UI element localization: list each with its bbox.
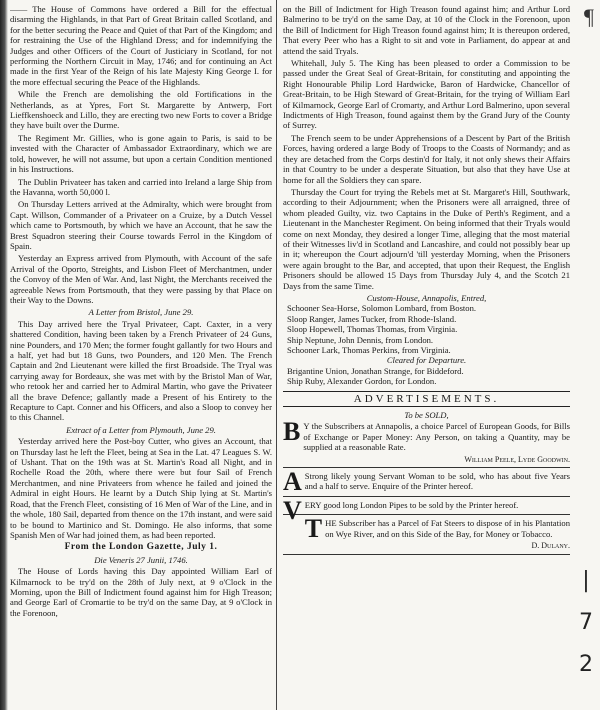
news-paragraph: This Day arrived here the Tryal Privateer, Capt. Caxter, in a very shattered Condition, having been taken by a French Privateer of 24 Guns, nine Pounders, and 170 Men; the former fought gallantly for two Hours and a half, yet had but 18 Guns, two Pounders, and 120 Men. The French Captain and 2nd Lieutenant were killed the first Broadside. The Tryal was carrying away for Bordeaux, she was met with by the Bristol Man of War, who retook her and carried her to Admiral Martin, who gave the Privateer all the brave Defence; gallantly made a Present of his Entirety to the Recapture to Capt. Conner and his Officers, and also a Sloop to convey her to this Channel. (10, 318, 272, 423)
corner-mark: ¶ (584, 4, 594, 29)
margin-note: | (582, 568, 590, 593)
news-paragraph: on the Bill of Indictment for High Treason found against him; and Arthur Lord Balmerino to be try'd on the same Day, at 10 of the Clock in the Forenoon, upon the Bill of Indictment for High Treason found against him; It is thereupon ordered, That every Peer who has a Right to sit and vote in Parliament, do appear at and attend the said Tryals. (283, 4, 570, 56)
drop-cap: T (304, 514, 323, 544)
ad-signature: William Peele, Lyde Goodwin. (464, 454, 570, 464)
ad-text: HE Subscriber has a Parcel of Fat Steers to dispose of in his Plantation on Wye River, and on this Side of the Bay, for Money or Tobacco. (325, 518, 570, 539)
news-paragraph: —— The House of Commons have ordered a Bill for the effectual disarming the Highlands, in that Part of Great Britain called Scotland, and for the better securing the Peace and Quiet of that Part of the Kingdom; and for restraining the Use of the Highland Dress; and for indemnifying the Judges and other Officers of the Court of Justiciary in Scotland, for not performing the Northern Circuit in May, 1746; and for continuing an Act made in the first Year of the Reign of his late Majesty King George I. for the more effectual securing the Peace of the Highlands. (10, 4, 272, 87)
news-paragraph: Yesterday arrived here the Post-boy Cutter, who gives an Account, that on Thursday last he left the Fleet, being at Sea in the Lat. 47 Leagues S. W. of Ushant. That on the 19th was at St. Martin's Road all Night, and in Rochelle Road the 20th, where there were but four Sail of French Merchantmen, and nine Privateers from whence he failed and joined the Admiral in eight Hours. He learnt by a Dutch Ship lying at St. Martin's Road, that the French Fleet, consisting of 16 Men of War of the Line, and in the whole, 180 Sail, departed from thence on the 17th instant, and were said to be bound to Martinico and St. Domingo. He also informs, that some Spanish Men of War had joined them, as had been reported. (10, 436, 272, 540)
ship-entry: Schooner Sea-Horse, Solomon Lombard, from Boston. (287, 303, 477, 314)
bristol-heading: A Letter from Bristol, June 29. (88, 307, 194, 318)
gazette-date: Die Veneris 27 Junii, 1746. (94, 554, 188, 565)
ad-heading: To be SOLD, (404, 410, 449, 421)
news-paragraph: Thursday the Court for trying the Rebels met at St. Margaret's Hill, Southwark, according to their Adjournment; when the Prisoners were all arraigned, three of whom pleaded Guilty, viz. two Captains in the Duke of Perth's Regiment, and a Lieutenant in the Manchester Regiment. On being informed that their Tryals would come on next Monday, they desired a longer Time, alleging that the most material of their Witnesses liv'd in Scotland and Lancashire, and could not possibly bear up in it; whereupon the Court adjourn'd 'till yesterday Morning, when the Prisoners were again brought to the Bar, and accepted, that upon their Request, the English Prisoners should be allowed 15 Days from Thursday July 4, and the Scotch 21 Days from the same Time. (283, 186, 570, 291)
ship-entry: Brigantine Union, Jonathan Strange, for Biddeford. (287, 365, 464, 376)
drop-cap: A (283, 467, 302, 497)
drop-cap: V (283, 495, 302, 525)
news-paragraph: Yesterday an Express arrived from Plymouth, with Account of the safe Arrival of the Oporto, Streights, and Lisbon Fleet of Merchantmen, under the Convoy of the Men of War. And, last Night, the Merchants received the agreeable News from Portsmouth, that they were passing by that Place on their Way to the Downs. (10, 253, 272, 305)
ship-entry: Sloop Ranger, James Tucker, from Rhode-Island. (287, 313, 457, 324)
news-paragraph: On Thursday Letters arrived at the Admiralty, which were brought from Capt. Willson, Commander of a Privateer on a Cruize, by a Dutch Vessel which came to Portsmouth, by which we have an Account, that he saw the Brest Squadron steering their Course towards Ferrol in the Kingdom of Spain. (10, 199, 272, 251)
drop-cap: B (283, 417, 301, 447)
margin-annotations (574, 560, 598, 686)
ship-entry: Sloop Hopewell, Thomas Thomas, from Virginia. (287, 324, 458, 335)
left-column (10, 4, 272, 706)
news-paragraph: The Regiment Mr. Gillies, who is gone again to Paris, is said to be invested with the Character of Ambassador Extraordinary, which we are told, however, he will not assume, but upon a certain Condition mentioned in his Instructions. (10, 132, 272, 175)
ship-entry: Ship Ruby, Alexander Gordon, for London. (287, 376, 437, 387)
news-paragraph: Whitehall, July 5. The King has been pleased to order a Commission to be passed under the Great Seal of Great-Britain, for constituting and appointing the Right Honourable Philip Lord Hardwicke, Baron of Hardwicke, Chancellor of Great-Britain, to be High Steward of Great-Britain, for the trying of William Earl of Kilmarnock, George Earl of Cromarty, and Arthur Lord Balmerino, upon several Indictments of High Treason, found against them by the Grand Jury of the County of Surrey. (283, 58, 570, 131)
margin-note: 2 (579, 652, 593, 677)
news-paragraph: The Dublin Privateer has taken and carried into Ireland a large Ship from the Havanna, worth 50,000 l. (10, 176, 272, 197)
scan-edge (0, 0, 8, 710)
ad-text: ERY good long London Pipes to be sold by the Printer hereof. (304, 499, 519, 510)
advertisement (283, 410, 570, 468)
custom-house-list (283, 293, 570, 387)
margin-note: 7 (579, 610, 593, 635)
advertisement (283, 495, 570, 525)
news-paragraph: The French seem to be under Apprehensions of a Descent by Part of the British Forces, having ordered a large Body of Troops to the Coasts of Normandy; and as they are detached from the Corps destin'd for Italy, it not only shews their Affairs in that Country to be under a desperate Situation, but also that they have Use at home for all the Soldiers they can spare. (283, 132, 570, 185)
extract-heading: Extract of a Letter from Plymouth, June 29. (66, 424, 216, 435)
gazette-heading: From the London Gazette, July 1. (64, 542, 218, 553)
custom-house-heading: Custom-House, Annapolis, Entred, (366, 292, 487, 303)
right-column (283, 4, 570, 706)
ship-entry: Ship Neptune, John Dennis, from London. (287, 334, 434, 345)
ad-text: Strong likely young Servant Woman to be sold, who has about five Years and a half to serve. Enquire of the Printer hereof. (304, 471, 570, 492)
cleared-heading: Cleared for Departure. (386, 355, 467, 366)
news-paragraph: While the French are demolishing the old Fortifications in the Netherlands, as at Ypres, Fort St. Margarette by Antwerp, Fort Lieffkenshoeck and Lillo, they are erecting two new Forts to cover a Bridge they have built over the Durme. (10, 89, 272, 131)
advertisement (283, 514, 570, 554)
column-rule (276, 0, 277, 710)
ship-entry: Schooner Lark, Thomas Perkins, from Virginia. (287, 345, 451, 355)
advertisements-title: ADVERTISEMENTS. (283, 391, 570, 407)
news-paragraph: The House of Lords having this Day appointed William Earl of Kilmarnock to be try'd on the 28th of July next, at 9 o'Clock in the Morning, upon the Bill of Indictment found against him for High Treason; and George Earl of Cromartie to be try'd on the same Day, at 9 o'Clock in the Forenoon, (10, 566, 272, 618)
ad-signature: D. Dulany. (531, 541, 570, 551)
ad-text: Y the Subscribers at Annapolis, a choice Parcel of European Goods, for Bills of Exchange or Paper Money: Any Person, on taking a Quantity, may be supplied at a reasonable Rate. (303, 421, 570, 453)
advertisement (283, 467, 570, 497)
